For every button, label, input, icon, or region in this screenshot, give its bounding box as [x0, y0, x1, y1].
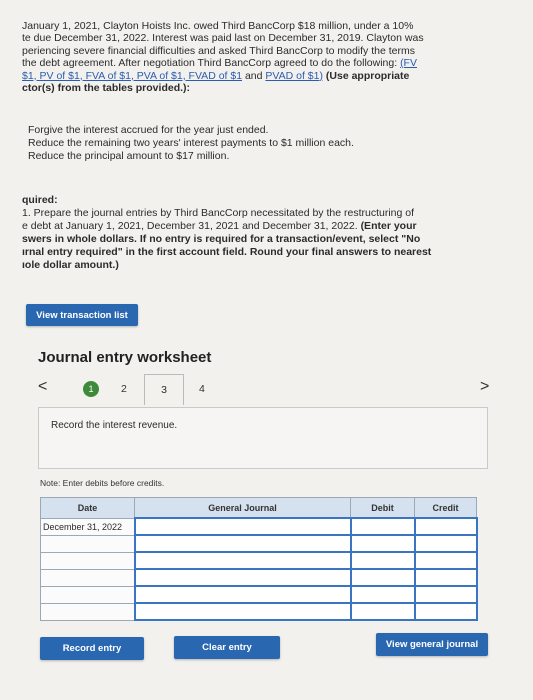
step-1-done[interactable]: 1: [83, 381, 99, 397]
account-header: General Journal: [135, 498, 351, 519]
view-transaction-list-button[interactable]: View transaction list: [26, 304, 138, 326]
credit-field[interactable]: [415, 569, 477, 586]
table-row: [41, 603, 477, 620]
problem-line-text: the debt agreement. After negotiation Third BancCorp agreed to do the following:: [22, 57, 401, 70]
credit-field[interactable]: [415, 586, 477, 603]
date-cell: [41, 569, 135, 586]
required-bold: (Enter your: [360, 220, 417, 232]
entry-note: Note: Enter debits before credits.: [40, 478, 165, 488]
worksheet-title: Journal entry worksheet: [38, 349, 212, 366]
date-cell: [41, 603, 135, 620]
term-item: Forgive the interest accrued for the year just ended.: [28, 124, 269, 136]
view-general-journal-button[interactable]: View general journal: [376, 633, 488, 656]
date-cell[interactable]: December 31, 2022: [41, 518, 135, 535]
debit-header: Debit: [351, 498, 415, 519]
account-field[interactable]: [135, 552, 351, 569]
table-row: [41, 552, 477, 569]
required-line: [22, 220, 492, 233]
worksheet-nav: [38, 378, 498, 408]
required-line: ıole dollar amount.): [22, 259, 119, 271]
problem-line: [22, 70, 492, 82]
debit-field[interactable]: [351, 569, 415, 586]
and-text: and: [242, 69, 266, 82]
debit-field[interactable]: [351, 586, 415, 603]
required-line: 1. Prepare the journal entries by Third BancCorp necessitated by the restructuring of: [22, 207, 415, 219]
date-cell: [41, 586, 135, 603]
journal-header-row: [41, 498, 477, 519]
step-4[interactable]: 4: [199, 383, 205, 395]
prev-chevron-icon[interactable]: <: [38, 378, 48, 395]
date-header: Date: [41, 498, 135, 519]
account-field[interactable]: [135, 535, 351, 552]
credit-field[interactable]: [415, 552, 477, 569]
debit-field[interactable]: [351, 603, 415, 620]
problem-line: [22, 57, 492, 69]
table-row: [41, 569, 477, 586]
credit-field[interactable]: [415, 518, 477, 535]
record-entry-button[interactable]: Record entry: [40, 637, 144, 660]
journal-table: [40, 497, 478, 621]
table-row: [41, 518, 477, 535]
factor-note: ctor(s) from the tables provided.):: [22, 82, 191, 95]
table-link-pvad[interactable]: PVAD of $1): [265, 69, 323, 82]
debit-field[interactable]: [351, 552, 415, 569]
debit-field[interactable]: [351, 535, 415, 552]
credit-field[interactable]: [415, 535, 477, 552]
table-row: [41, 586, 477, 603]
instruction-panel: [38, 407, 488, 469]
required-heading: quired:: [22, 194, 58, 206]
problem-line: periencing severe financial difficulties and asked Third BancCorp to modify the terms: [22, 44, 415, 57]
account-field[interactable]: [135, 569, 351, 586]
term-item: Reduce the remaining two years' interest payments to $1 million each.: [28, 137, 354, 149]
problem-line: te due December 31, 2022. Interest was paid last on December 31, 2019. Clayton was: [22, 32, 424, 45]
table-link-fv[interactable]: (FV: [400, 57, 417, 70]
required-text: e debt at January 1, 2021, December 31, 2021 and December 31, 2022.: [22, 220, 361, 232]
credit-field[interactable]: [415, 603, 477, 620]
credit-header: Credit: [415, 498, 477, 519]
next-chevron-icon[interactable]: >: [480, 378, 490, 395]
instruction-text: Record the interest revenue.: [51, 420, 178, 431]
account-field[interactable]: [135, 518, 351, 535]
account-field[interactable]: [135, 586, 351, 603]
step-3-active[interactable]: 3: [144, 374, 184, 405]
step-2[interactable]: 2: [121, 383, 127, 395]
date-cell: [41, 535, 135, 552]
term-item: Reduce the principal amount to $17 million.: [28, 150, 230, 162]
date-cell: [41, 552, 135, 569]
required-line: swers in whole dollars. If no entry is required for a transaction/event, select "No: [22, 233, 421, 245]
required-line: ırnal entry required" in the first account field. Round your final answers to nearest: [22, 246, 432, 258]
required-section: [22, 194, 492, 272]
terms-list: [28, 124, 354, 163]
use-note: (Use appropriate: [323, 69, 410, 82]
debit-field[interactable]: [351, 518, 415, 535]
clear-entry-button[interactable]: Clear entry: [174, 636, 280, 659]
problem-statement: [22, 20, 492, 94]
account-field[interactable]: [135, 603, 351, 620]
table-links[interactable]: $1, PV of $1, FVA of $1, PVA of $1, FVAD of $1: [22, 69, 243, 82]
table-row: [41, 535, 477, 552]
problem-line: January 1, 2021, Clayton Hoists Inc. owed Third BancCorp $18 million, under a 10%: [22, 20, 414, 32]
